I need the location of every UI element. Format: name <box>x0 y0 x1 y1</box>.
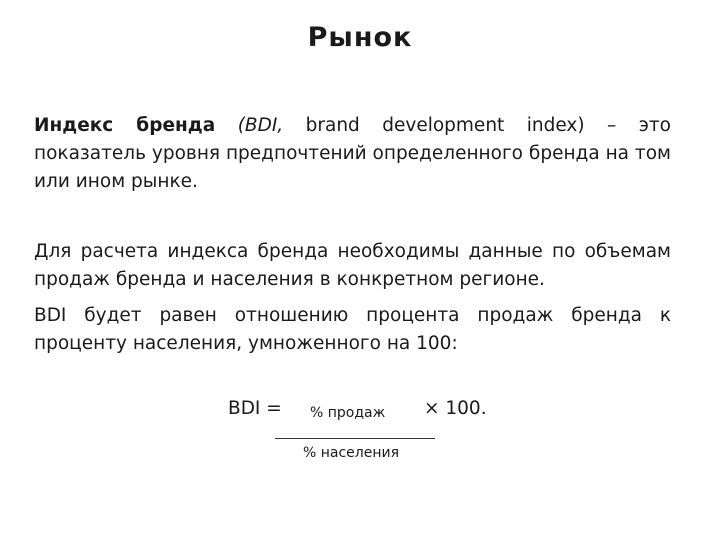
definition-paragraph <box>34 112 671 196</box>
abbreviation-bdi: (BDI, <box>237 115 284 136</box>
fraction-line <box>275 438 435 439</box>
formula-denominator: % населения <box>303 445 400 461</box>
formula-multiplier: × 100. <box>424 398 487 419</box>
slide-title: Рынок <box>307 22 413 53</box>
english-term: brand development index) <box>283 115 585 136</box>
bdi-ratio-paragraph: BDI будет равен отношению процента продаж бренда к проценту населения, умноженного на 100: <box>34 305 671 354</box>
definition-text: – это показатель уровня предпочтений определенного бренда на том или ином рынке. <box>34 115 672 192</box>
formula-lhs: BDI = <box>228 398 282 419</box>
formula-numerator: % продаж <box>310 405 386 421</box>
term-brand-index: Индекс бренда <box>34 115 216 136</box>
data-requirements-paragraph: Для расчета индекса бренда необходимы данные по объемам продаж бренда и населения в конкретном регионе. <box>34 241 671 290</box>
